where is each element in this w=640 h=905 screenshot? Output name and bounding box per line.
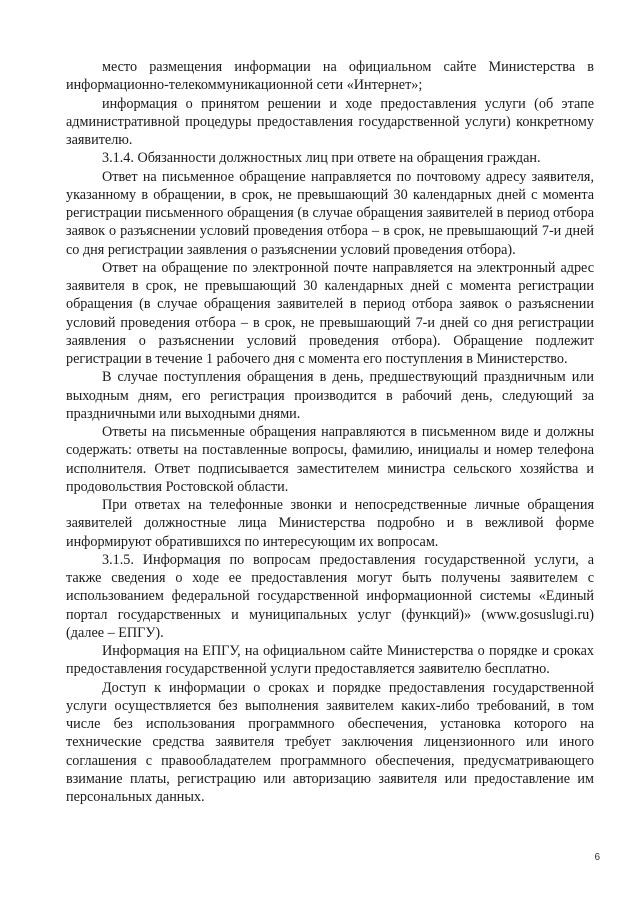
paragraph-epgu-info: Информация на ЕПГУ, на официальном сайте Министерства о порядке и сроках предоставления государственной услуги предоставляется заявителю бесплатно. [66, 643, 594, 678]
paragraph-section-3-1-4: 3.1.4. Обязанности должностных лиц при ответе на обращения граждан. [102, 150, 541, 167]
paragraph-website-info: место размещения информации на официальном сайте Министерства в информационно-телекоммуникационной сети «Интернет»; [66, 59, 594, 94]
paragraph-phone-calls: При ответах на телефонные звонки и непосредственные личные обращения заявителей должностные лица Министерства подробно и в вежливой форме информируют обратившихся по интересующим их вопросам. [66, 497, 594, 550]
paragraph-email-reply: Ответ на обращение по электронной почте направляется на электронный адрес заявителя в срок, не превышающий 30 календарных дней с момента регистрации обращения (в случае обращения заявителей в период отбора заявок о разъяснении условий проведения отбора – в срок, не превышающий 7-и дней со дня регистрации заявления о разъяснении условий проведения отбора). Обращение подлежит регистрации в течение 1 рабочего дня с момента его поступления в Министерство. [66, 259, 594, 367]
paragraph-holiday-registration: В случае поступления обращения в день, предшествующий праздничным или выходным дням, его регистрация производится в рабочий день, следующий за праздничными или выходными днями. [66, 369, 594, 422]
document-body [66, 58, 594, 806]
paragraph-section-3-1-5: 3.1.5. Информация по вопросам предоставления государственной услуги, а также сведения о ходе ее предоставления могут быть получены заявителем с использованием федеральной государственной информационной системы «Единый портал государственных и муниципальных услуг (функций)» (www.gosuslugi.ru) (далее – ЕПГУ). [66, 551, 594, 641]
paragraph-access-info: Доступ к информации о сроках и порядке предоставления государственной услуги осуществляется без выполнения заявителем каких-либо требований, в том числе без использования программного обеспечения, установка которого на технические средства заявителя требует заключения лицензионного или иного соглашения с правообладателем программного обеспечения, предусматривающего взимание платы, регистрацию или авторизацию заявителя или предоставление им персональных данных. [66, 679, 594, 805]
paragraph-reply-contents: Ответы на письменные обращения направляются в письменном виде и должны содержать: ответы на поставленные вопросы, фамилию, инициалы и номер телефона исполнителя. Ответ подписывается заместителем министра сельского хозяйства и продовольствия Ростовской области. [66, 424, 594, 495]
paragraph-decision-info: информация о принятом решении и ходе предоставления услуги (об этапе административной процедуры предоставления государственной услуги) конкретному заявителю. [66, 95, 594, 148]
paragraph-written-reply: Ответ на письменное обращение направляется по почтовому адресу заявителя, указанному в обращении, в срок, не превышающий 30 календарных дней с момента регистрации письменного обращения (в случае обращения заявителей в период отбора заявок о разъяснении условий проведения отбора – в срок, не превышающий 7-и дней со дня регистрации заявления о разъяснении условий проведения отбора). [66, 168, 594, 258]
page-number: 6 [594, 852, 600, 863]
